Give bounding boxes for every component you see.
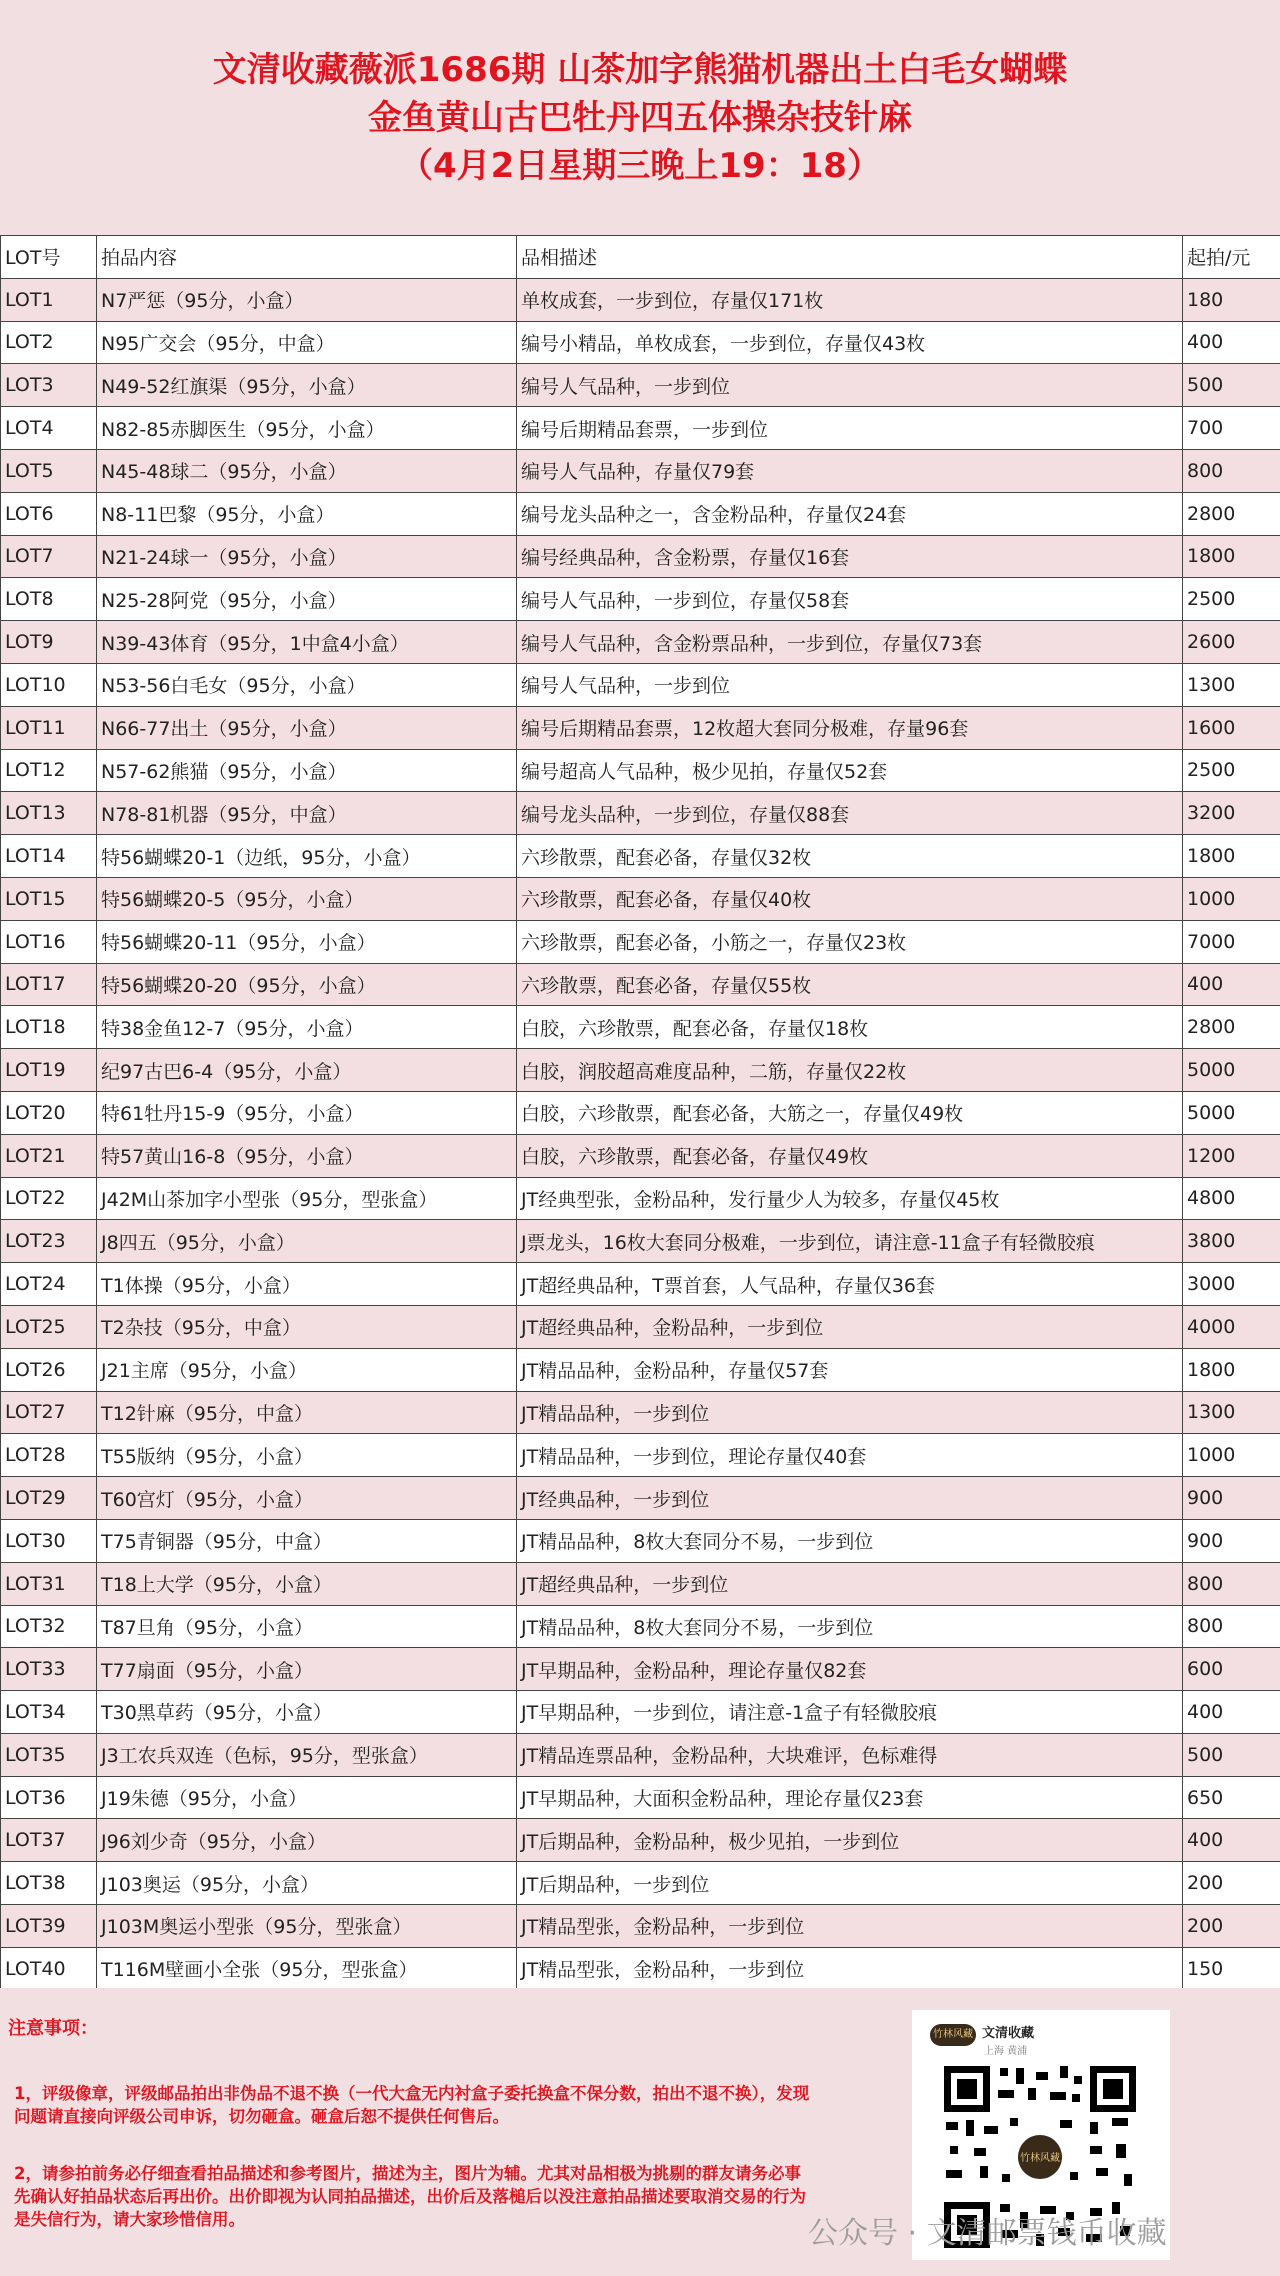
table-row <box>1 1220 1280 1263</box>
start-price-cell: 3000 <box>1183 1263 1280 1306</box>
condition-cell: 六珍散票，配套必备，存量仅55枚 <box>517 963 1183 1006</box>
start-price-cell: 1600 <box>1183 706 1280 749</box>
lot-number-cell: LOT31 <box>1 1562 97 1605</box>
table-row <box>1 1177 1280 1220</box>
item-name-cell: N82-85赤脚医生（95分，小盒） <box>97 407 517 450</box>
lot-number-cell: LOT16 <box>1 920 97 963</box>
item-name-cell: 特56蝴蝶20-11（95分，小盒） <box>97 920 517 963</box>
start-price-cell: 5000 <box>1183 1091 1280 1134</box>
table-row <box>1 1305 1280 1348</box>
table-row <box>1 1905 1280 1948</box>
condition-cell: JT经典型张，金粉品种，发行量少人为较多，存量仅45枚 <box>517 1177 1183 1220</box>
start-price-cell: 2500 <box>1183 578 1280 621</box>
table-row <box>1 1006 1280 1049</box>
item-name-cell: J103M奥运小型张（95分，型张盒） <box>97 1905 517 1948</box>
condition-cell: JT精品品种，8枚大套同分不易，一步到位 <box>517 1519 1183 1562</box>
lot-number-cell: LOT15 <box>1 877 97 920</box>
item-name-cell: N21-24球一（95分，小盒） <box>97 535 517 578</box>
lot-number-cell: LOT38 <box>1 1862 97 1905</box>
start-price-cell: 500 <box>1183 1733 1280 1776</box>
start-price-cell: 3200 <box>1183 792 1280 835</box>
start-price-cell: 150 <box>1183 1947 1280 1990</box>
start-price-cell: 1800 <box>1183 535 1280 578</box>
table-row <box>1 749 1280 792</box>
start-price-cell: 200 <box>1183 1905 1280 1948</box>
table-row <box>1 1263 1280 1306</box>
condition-cell: 编号小精品，单枚成套，一步到位，存量仅43枚 <box>517 321 1183 364</box>
condition-cell: 编号龙头品种之一，含金粉品种，存量仅24套 <box>517 492 1183 535</box>
start-price-cell: 1800 <box>1183 1348 1280 1391</box>
table-row <box>1 1733 1280 1776</box>
lot-number-cell: LOT5 <box>1 449 97 492</box>
condition-cell: JT后期品种，一步到位 <box>517 1862 1183 1905</box>
item-name-cell: 特38金鱼12-7（95分，小盒） <box>97 1006 517 1049</box>
item-name-cell: N53-56白毛女（95分，小盒） <box>97 663 517 706</box>
condition-cell: 单枚成套，一步到位，存量仅171枚 <box>517 278 1183 321</box>
table-row <box>1 621 1280 664</box>
table-row <box>1 963 1280 1006</box>
lot-number-cell: LOT26 <box>1 1348 97 1391</box>
table-row <box>1 1049 1280 1092</box>
table-row <box>1 1862 1280 1905</box>
item-name-cell: N25-28阿党（95分，小盒） <box>97 578 517 621</box>
lot-number-cell: LOT33 <box>1 1648 97 1691</box>
lot-number-cell: LOT39 <box>1 1905 97 1948</box>
condition-cell: 编号后期精品套票，一步到位 <box>517 407 1183 450</box>
start-price-cell: 4000 <box>1183 1305 1280 1348</box>
table-body <box>1 236 1280 1991</box>
condition-cell: 编号经典品种，含金粉票，存量仅16套 <box>517 535 1183 578</box>
notes-title: 注意事项： <box>8 2018 98 2039</box>
condition-cell: 六珍散票，配套必备，小筋之一，存量仅23枚 <box>517 920 1183 963</box>
start-price-cell: 5000 <box>1183 1049 1280 1092</box>
start-price-cell: 2800 <box>1183 1006 1280 1049</box>
start-price-cell: 180 <box>1183 278 1280 321</box>
start-price-cell: 3800 <box>1183 1220 1280 1263</box>
table-row <box>1 449 1280 492</box>
item-name-cell: N95广交会（95分，中盒） <box>97 321 517 364</box>
lot-number-cell: LOT18 <box>1 1006 97 1049</box>
lot-number-cell: LOT8 <box>1 578 97 621</box>
condition-cell: JT精品品种，8枚大套同分不易，一步到位 <box>517 1605 1183 1648</box>
table-row <box>1 1091 1280 1134</box>
condition-cell: 编号人气品种，含金粉票品种，一步到位，存量仅73套 <box>517 621 1183 664</box>
item-name-cell: T75青铜器（95分，中盒） <box>97 1519 517 1562</box>
item-name-cell: T1体操（95分，小盒） <box>97 1263 517 1306</box>
table-row <box>1 535 1280 578</box>
table-row <box>1 1947 1280 1990</box>
item-name-cell: N78-81机器（95分，中盒） <box>97 792 517 835</box>
condition-cell: JT超经典品种，T票首套，人气品种，存量仅36套 <box>517 1263 1183 1306</box>
lot-number-cell: LOT29 <box>1 1477 97 1520</box>
condition-cell: 编号龙头品种，一步到位，存量仅88套 <box>517 792 1183 835</box>
table-row <box>1 1434 1280 1477</box>
table-row <box>1 1691 1280 1734</box>
start-price-cell: 4800 <box>1183 1177 1280 1220</box>
table-row <box>1 1391 1280 1434</box>
condition-cell: 编号人气品种，存量仅79套 <box>517 449 1183 492</box>
start-price-cell: 1300 <box>1183 1391 1280 1434</box>
start-price-cell: 900 <box>1183 1519 1280 1562</box>
table-row <box>1 278 1280 321</box>
start-price-cell: 2600 <box>1183 621 1280 664</box>
item-name-cell: 特56蝴蝶20-5（95分，小盒） <box>97 877 517 920</box>
item-name-cell: J8四五（95分，小盒） <box>97 1220 517 1263</box>
condition-cell: 六珍散票，配套必备，存量仅32枚 <box>517 835 1183 878</box>
condition-cell: JT精品型张，金粉品种，一步到位 <box>517 1905 1183 1948</box>
table-row <box>1 920 1280 963</box>
item-name-cell: N66-77出土（95分，小盒） <box>97 706 517 749</box>
table-row <box>1 1648 1280 1691</box>
table-row <box>1 1605 1280 1648</box>
condition-cell: JT经典品种，一步到位 <box>517 1477 1183 1520</box>
lot-number-cell: LOT9 <box>1 621 97 664</box>
table-row <box>1 1477 1280 1520</box>
start-price-cell: 400 <box>1183 963 1280 1006</box>
start-price-cell: 650 <box>1183 1776 1280 1819</box>
item-name-cell: N8-11巴黎（95分，小盒） <box>97 492 517 535</box>
table-row <box>1 1776 1280 1819</box>
item-name-cell: 特57黄山16-8（95分，小盒） <box>97 1134 517 1177</box>
item-name-cell: N57-62熊猫（95分，小盒） <box>97 749 517 792</box>
lot-number-cell: LOT24 <box>1 1263 97 1306</box>
lot-number-cell: LOT14 <box>1 835 97 878</box>
item-name-cell: T2杂技（95分，中盒） <box>97 1305 517 1348</box>
condition-cell: 白胶，润胶超高难度品种，二筋，存量仅22枚 <box>517 1049 1183 1092</box>
lot-number-cell: LOT3 <box>1 364 97 407</box>
start-price-cell: 1300 <box>1183 663 1280 706</box>
lot-number-cell: LOT7 <box>1 535 97 578</box>
lot-number-cell: LOT21 <box>1 1134 97 1177</box>
condition-cell: 白胶，六珍散票，配套必备，大筋之一，存量仅49枚 <box>517 1091 1183 1134</box>
condition-cell: 编号超高人气品种，极少见拍，存量仅52套 <box>517 749 1183 792</box>
start-price-cell: 200 <box>1183 1862 1280 1905</box>
lot-number-cell: LOT13 <box>1 792 97 835</box>
start-price-cell: 600 <box>1183 1648 1280 1691</box>
auction-table <box>0 235 1280 1991</box>
condition-cell: JT超经典品种，金粉品种，一步到位 <box>517 1305 1183 1348</box>
item-name-cell: J96刘少奇（95分，小盒） <box>97 1819 517 1862</box>
lot-number-cell: LOT35 <box>1 1733 97 1776</box>
lot-number-cell: LOT32 <box>1 1605 97 1648</box>
header-lot: LOT号 <box>1 236 97 279</box>
item-name-cell: T77扇面（95分，小盒） <box>97 1648 517 1691</box>
condition-cell: 编号人气品种，一步到位，存量仅58套 <box>517 578 1183 621</box>
lot-number-cell: LOT27 <box>1 1391 97 1434</box>
item-name-cell: T87旦角（95分，小盒） <box>97 1605 517 1648</box>
start-price-cell: 900 <box>1183 1477 1280 1520</box>
item-name-cell: 纪97古巴6-4（95分，小盒） <box>97 1049 517 1092</box>
item-name-cell: T12针麻（95分，中盒） <box>97 1391 517 1434</box>
qr-location: 上海 黄浦 <box>984 2046 1028 2057</box>
item-name-cell: N7严惩（95分，小盒） <box>97 278 517 321</box>
condition-cell: JT精品品种，一步到位 <box>517 1391 1183 1434</box>
lot-number-cell: LOT10 <box>1 663 97 706</box>
item-name-cell: T116M壁画小全张（95分，型张盒） <box>97 1947 517 1990</box>
table-row <box>1 877 1280 920</box>
watermark: 公众号 · 文清邮票钱币收藏 <box>808 2216 1167 2251</box>
lot-number-cell: LOT34 <box>1 1691 97 1734</box>
start-price-cell: 700 <box>1183 407 1280 450</box>
start-price-cell: 1000 <box>1183 1434 1280 1477</box>
lot-number-cell: LOT6 <box>1 492 97 535</box>
condition-cell: JT精品品种，一步到位，理论存量仅40套 <box>517 1434 1183 1477</box>
item-name-cell: 特56蝴蝶20-20（95分，小盒） <box>97 963 517 1006</box>
start-price-cell: 2800 <box>1183 492 1280 535</box>
condition-cell: JT早期品种，大面积金粉品种，理论存量仅23套 <box>517 1776 1183 1819</box>
table-row <box>1 1134 1280 1177</box>
item-name-cell: N45-48球二（95分，小盒） <box>97 449 517 492</box>
lot-number-cell: LOT40 <box>1 1947 97 1990</box>
table-row <box>1 1562 1280 1605</box>
table-row <box>1 1819 1280 1862</box>
start-price-cell: 800 <box>1183 1605 1280 1648</box>
svg-text:竹林风藏: 竹林风藏 <box>1020 2153 1060 2164</box>
start-price-cell: 400 <box>1183 1691 1280 1734</box>
lot-number-cell: LOT11 <box>1 706 97 749</box>
condition-cell: 白胶，六珍散票，配套必备，存量仅49枚 <box>517 1134 1183 1177</box>
item-name-cell: J21主席（95分，小盒） <box>97 1348 517 1391</box>
table-header-row <box>1 236 1280 279</box>
notes-section <box>0 1988 1280 2276</box>
table-row <box>1 321 1280 364</box>
lot-number-cell: LOT20 <box>1 1091 97 1134</box>
start-price-cell: 2500 <box>1183 749 1280 792</box>
table-row <box>1 1348 1280 1391</box>
lot-number-cell: LOT30 <box>1 1519 97 1562</box>
lot-number-cell: LOT1 <box>1 278 97 321</box>
item-name-cell: T55版纳（95分，小盒） <box>97 1434 517 1477</box>
header-condition: 品相描述 <box>517 236 1183 279</box>
lot-number-cell: LOT4 <box>1 407 97 450</box>
item-name-cell: T18上大学（95分，小盒） <box>97 1562 517 1605</box>
table-row <box>1 792 1280 835</box>
condition-cell: JT精品连票品种，金粉品种，大块难评，色标难得 <box>517 1733 1183 1776</box>
table-row <box>1 663 1280 706</box>
condition-cell: JT精品品种，金粉品种，存量仅57套 <box>517 1348 1183 1391</box>
title-line-3: （4月2日星期三晚上19：18） <box>399 145 881 186</box>
table-row <box>1 706 1280 749</box>
lot-number-cell: LOT2 <box>1 321 97 364</box>
title-line-1: 文清收藏薇派1686期 山茶加字熊猫机器出土白毛女蝴蝶 <box>212 49 1068 90</box>
item-name-cell: T60宫灯（95分，小盒） <box>97 1477 517 1520</box>
condition-cell: JT精品型张，金粉品种，一步到位 <box>517 1947 1183 1990</box>
lot-number-cell: LOT19 <box>1 1049 97 1092</box>
lot-number-cell: LOT28 <box>1 1434 97 1477</box>
table-row <box>1 492 1280 535</box>
item-name-cell: J42M山茶加字小型张（95分，型张盒） <box>97 1177 517 1220</box>
condition-cell: JT后期品种，金粉品种，极少见拍，一步到位 <box>517 1819 1183 1862</box>
note-2: 2，请参拍前务必仔细查看拍品描述和参考图片，描述为主，图片为辅。尤其对品相极为挑剔的群友请务必事先确认好拍品状态后再出价。出价即视为认同拍品描述，出价后及落槌后以没注意拍品描述要取消交易的行为是失信行为，请大家珍惜信用。 <box>14 2164 806 2229</box>
start-price-cell: 7000 <box>1183 920 1280 963</box>
table-row <box>1 578 1280 621</box>
lot-number-cell: LOT25 <box>1 1305 97 1348</box>
start-price-cell: 800 <box>1183 1562 1280 1605</box>
lot-number-cell: LOT17 <box>1 963 97 1006</box>
condition-cell: JT超经典品种，一步到位 <box>517 1562 1183 1605</box>
item-name-cell: 特61牡丹15-9（95分，小盒） <box>97 1091 517 1134</box>
condition-cell: 六珍散票，配套必备，存量仅40枚 <box>517 877 1183 920</box>
table-row <box>1 1519 1280 1562</box>
start-price-cell: 1000 <box>1183 877 1280 920</box>
table-row <box>1 835 1280 878</box>
header-item: 拍品内容 <box>97 236 517 279</box>
start-price-cell: 500 <box>1183 364 1280 407</box>
condition-cell: JT早期品种，金粉品种，理论存量仅82套 <box>517 1648 1183 1691</box>
qr-brand-name: 文清收藏 <box>982 2026 1035 2041</box>
start-price-cell: 400 <box>1183 321 1280 364</box>
condition-cell: 编号后期精品套票，12枚超大套同分极难，存量96套 <box>517 706 1183 749</box>
condition-cell: JT早期品种，一步到位，请注意-1盒子有轻微胶痕 <box>517 1691 1183 1734</box>
item-name-cell: J3工农兵双连（色标，95分，型张盒） <box>97 1733 517 1776</box>
lot-number-cell: LOT23 <box>1 1220 97 1263</box>
item-name-cell: N49-52红旗渠（95分，小盒） <box>97 364 517 407</box>
start-price-cell: 400 <box>1183 1819 1280 1862</box>
header-start-price: 起拍/元 <box>1183 236 1280 279</box>
start-price-cell: 1200 <box>1183 1134 1280 1177</box>
table-row <box>1 407 1280 450</box>
condition-cell: 编号人气品种，一步到位 <box>517 364 1183 407</box>
table-row <box>1 364 1280 407</box>
brand-logo: 竹林风藏 <box>930 2024 976 2046</box>
lot-number-cell: LOT12 <box>1 749 97 792</box>
lot-number-cell: LOT36 <box>1 1776 97 1819</box>
condition-cell: 编号人气品种，一步到位 <box>517 663 1183 706</box>
start-price-cell: 800 <box>1183 449 1280 492</box>
start-price-cell: 1800 <box>1183 835 1280 878</box>
item-name-cell: N39-43体育（95分，1中盒4小盒） <box>97 621 517 664</box>
title-line-2: 金鱼黄山古巴牡丹四五体操杂技针麻 <box>368 97 912 138</box>
item-name-cell: 特56蝴蝶20-1（边纸，95分，小盒） <box>97 835 517 878</box>
item-name-cell: T30黑草药（95分，小盒） <box>97 1691 517 1734</box>
lot-number-cell: LOT22 <box>1 1177 97 1220</box>
note-1: 1，评级像章，评级邮品拍出非伪品不退不换（一代大盒无内衬盒子委托换盒不保分数，拍出不退不换），发现问题请直接向评级公司申诉，切勿砸盒。砸盒后恕不提供任何售后。 <box>14 2084 810 2126</box>
item-name-cell: J103奥运（95分，小盒） <box>97 1862 517 1905</box>
item-name-cell: J19朱德（95分，小盒） <box>97 1776 517 1819</box>
header <box>0 0 1280 235</box>
condition-cell: J票龙头，16枚大套同分极难，一步到位，请注意-11盒子有轻微胶痕 <box>517 1220 1183 1263</box>
lot-number-cell: LOT37 <box>1 1819 97 1862</box>
condition-cell: 白胶，六珍散票，配套必备，存量仅18枚 <box>517 1006 1183 1049</box>
